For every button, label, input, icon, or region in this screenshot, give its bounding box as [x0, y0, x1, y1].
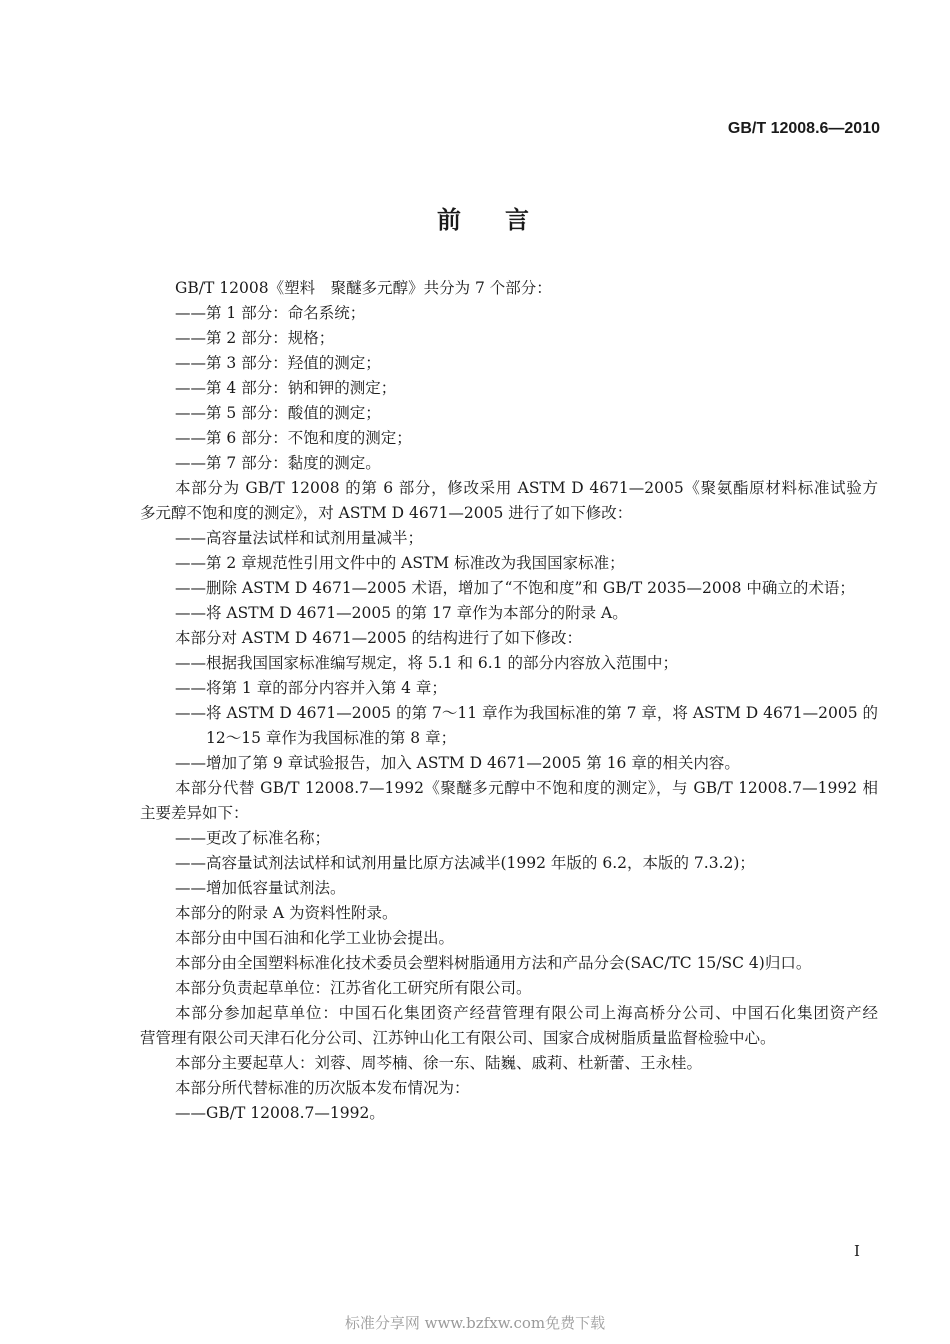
text-line: ——增加了第 9 章试验报告，加入 ASTM D 4671—2005 第 16 章的相关内容。: [175, 754, 740, 772]
text-line: ——GB/T 12008.7—1992。: [175, 1104, 385, 1122]
text-line: 12～15 章作为我国标准的第 8 章；: [206, 729, 457, 747]
text-line: ——将 ASTM D 4671—2005 的第 7～11 章作为我国标准的第 7 章，将 ASTM D 4671—2005 的: [175, 704, 878, 722]
text-line: 本部分主要起草人：刘蓉、周芩楠、徐一东、陆巍、戚莉、杜新蕾、王永桂。: [175, 1054, 703, 1072]
text-line: 本部分由全国塑料标准化技术委员会塑料树脂通用方法和产品分会(SAC/TC 15/SC 4)归口。: [175, 954, 812, 972]
text-line: 本部分对 ASTM D 4671—2005 的结构进行了如下修改：: [175, 629, 583, 647]
standard-number: GB/T 12008.6—2010: [727, 120, 880, 137]
text-line: ——第 4 部分：钠和钾的测定；: [175, 379, 397, 397]
text-line: ——第 7 部分：黏度的测定。: [175, 454, 381, 472]
text-line: GB/T 12008《塑料 聚醚多元醇》共分为 7 个部分：: [175, 279, 552, 297]
text-line: 本部分由中国石油和化学工业协会提出。: [175, 929, 455, 947]
text-line: ——删除 ASTM D 4671—2005 术语，增加了“不饱和度”和 GB/T 2035—2008 中确立的术语；: [175, 579, 855, 597]
watermark: 标准分享网 www.bzfxw.com免费下载: [344, 1314, 606, 1332]
text-line: 本部分参加起草单位：中国石化集团资产经营管理有限公司上海高桥分公司、中国石化集团资产经: [175, 1004, 878, 1022]
text-line: 本部分所代替标准的历次版本发布情况为：: [175, 1079, 470, 1097]
text-line: ——第 5 部分：酸值的测定；: [175, 404, 381, 422]
text-line: ——高容量法试样和试剂用量减半；: [175, 529, 424, 547]
page-number: I: [854, 1242, 860, 1260]
text-line: 本部分负责起草单位：江苏省化工研究所有限公司。: [175, 979, 532, 997]
text-line: 多元醇不饱和度的测定》，对 ASTM D 4671—2005 进行了如下修改：: [140, 504, 633, 522]
text-line: ——第 1 部分：命名系统；: [175, 304, 366, 322]
text-line: ——第 3 部分：羟值的测定；: [175, 354, 381, 372]
text-line: 本部分代替 GB/T 12008.7—1992《聚醚多元醇中不饱和度的测定》，与 GB/T 12008.7—1992 相: [175, 779, 878, 797]
text-line: 本部分的附录 A 为资料性附录。: [175, 904, 398, 922]
foreword-body: [140, 276, 878, 1126]
text-line: ——增加低容量试剂法。: [175, 879, 346, 897]
text-line: ——将第 1 章的部分内容并入第 4 章；: [175, 679, 447, 697]
text-line: 营管理有限公司天津石化分公司、江苏钟山化工有限公司、国家合成树脂质量监督检验中心。: [140, 1029, 776, 1047]
text-line: 主要差异如下：: [140, 804, 249, 822]
page-title: 前言: [437, 206, 573, 234]
text-line: ——高容量试剂法试样和试剂用量比原方法减半(1992 年版的 6.2，本版的 7.3.2)；: [175, 854, 755, 872]
text-line: ——第 2 章规范性引用文件中的 ASTM 标准改为我国国家标准；: [175, 554, 625, 572]
text-line: ——第 2 部分：规格；: [175, 329, 335, 347]
text-line: ——更改了标准名称；: [175, 829, 331, 847]
text-line: ——将 ASTM D 4671—2005 的第 17 章作为本部分的附录 A。: [175, 604, 628, 622]
text-line: 本部分为 GB/T 12008 的第 6 部分，修改采用 ASTM D 4671—2005《聚氨酯原材料标准试验方: [175, 479, 878, 497]
text-line: ——第 6 部分：不饱和度的测定；: [175, 429, 412, 447]
text-line: ——根据我国国家标准编写规定，将 5.1 和 6.1 的部分内容放入范围中；: [175, 654, 679, 672]
